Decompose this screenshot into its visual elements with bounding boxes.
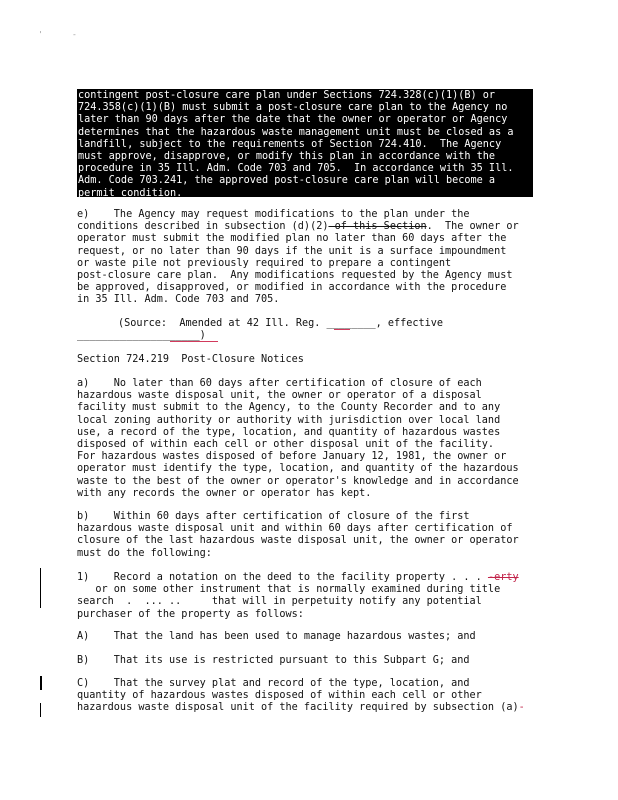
para-line: use, a record of the type, location, and quantity of hazardous wastes <box>77 426 501 438</box>
para-line: facility must submit to the Agency, to the County Recorder and to any <box>77 402 501 414</box>
item-a: A) That the land has been used to manage hazardous wastes; and <box>77 631 476 642</box>
para-line: purchaser of the property as follows: <box>77 608 304 620</box>
paragraph-b <box>77 511 519 560</box>
para-line: hazardous waste disposal unit of the facility required by subsection (a)- <box>77 702 525 714</box>
para-line: disposed of within each cell or other disposal unit of the facility. <box>77 439 495 451</box>
para-line: waste to the best of the owner or operator's knowledge and in accordance <box>77 475 519 487</box>
block-line: landfill, subject to the requirements of Section 724.410. The Agency <box>78 138 502 150</box>
para-line: b) Within 60 days after certification of closure of the first <box>77 511 470 522</box>
para-line: with any records the owner or operator has kept. <box>77 487 372 499</box>
para-line: conditions described in subsection (d)(2) of this Section. The owner or <box>77 221 519 233</box>
change-bar <box>40 676 42 690</box>
block-line: 724.358(c)(1)(B) must submit a post-closure care plan to the Agency no <box>78 102 508 114</box>
block-line: must approve, disapprove, or modify this plan in accordance with the <box>78 151 496 163</box>
para-line: hazardous waste disposal unit, the owner or operator of a disposal <box>77 390 482 402</box>
para-line: hazardous waste disposal unit and within 60 days after certification of <box>77 523 513 535</box>
para-line: local zoning authority or authority with jurisdiction over local land <box>77 414 501 426</box>
change-bar <box>40 568 41 608</box>
para-line: a) No later than 60 days after certification of closure of each <box>77 378 482 389</box>
block-line: Adm. Code 703.241, the approved post-closure care plan will become a <box>78 175 496 187</box>
revision-underline <box>170 341 218 342</box>
para-line: closure of the last hazardous waste disposal unit, the owner or operator <box>77 535 519 547</box>
para-line: post-closure care plan. Any modifications requested by the Agency must <box>77 270 513 282</box>
para-line: search . ... .. that will in perpetuity notify any potential <box>77 596 482 608</box>
highlighted-paragraph <box>77 89 533 197</box>
block-line: later than 90 days after the date that the owner or operator or Agency <box>78 114 508 126</box>
change-bar <box>40 703 41 717</box>
item-1 <box>77 572 519 621</box>
paragraph-a <box>77 378 519 500</box>
paragraph-e <box>77 209 519 307</box>
revision-mark: - <box>518 702 525 714</box>
struck-text: of this Section <box>328 221 427 233</box>
block-line: procedure in 35 Ill. Adm. Code 703 and 705. In accordance with 35 Ill. <box>78 163 514 175</box>
para-line: in 35 Ill. Adm. Code 703 and 705. <box>77 294 280 306</box>
para-line: 1) Record a notation on the deed to the facility property . . . -erty <box>77 572 519 583</box>
para-line: e) The Agency may request modifications to the plan under the <box>77 209 470 220</box>
para-line: request, or no later than 90 days if the unit is a surface impoundment <box>77 245 507 257</box>
scan-mark: ' <box>38 30 43 39</box>
scan-mark: - <box>72 30 77 39</box>
item-c <box>77 678 525 715</box>
block-line: contingent post-closure care plan under Sections 724.328(c)(1)(B) or <box>78 90 496 101</box>
item-b: B) That its use is restricted pursuant to this Subpart G; and <box>77 655 470 666</box>
para-line: operator must identify the type, location, and quantity of the hazardous <box>77 463 519 475</box>
revision-underline <box>334 329 350 330</box>
section-heading: Section 724.219 Post-Closure Notices <box>77 354 304 365</box>
para-line: or waste pile not previously required to prepare a contingent <box>77 257 452 269</box>
para-line: For hazardous wastes disposed of before January 12, 1981, the owner or <box>77 451 507 463</box>
para-line: C) That the survey plat and record of the type, location, and <box>77 678 470 689</box>
block-line: permit condition. <box>78 187 183 197</box>
para-line: quantity of hazardous wastes disposed of within each cell or other <box>77 690 482 702</box>
source-note-date: ____________________) <box>77 330 206 341</box>
para-line: operator must submit the modified plan no later than 60 days after the <box>77 233 507 245</box>
para-line: must do the following: <box>77 547 212 559</box>
block-line: determines that the hazardous waste management unit must be closed as a <box>78 126 514 138</box>
para-line: be approved, disapproved, or modified in accordance with the procedure <box>77 282 507 294</box>
source-note: (Source: Amended at 42 Ill. Reg. ________, effective <box>118 318 444 329</box>
struck-text: -erty <box>487 572 519 583</box>
para-line: or on some other instrument that is normally examined during title <box>77 584 501 596</box>
